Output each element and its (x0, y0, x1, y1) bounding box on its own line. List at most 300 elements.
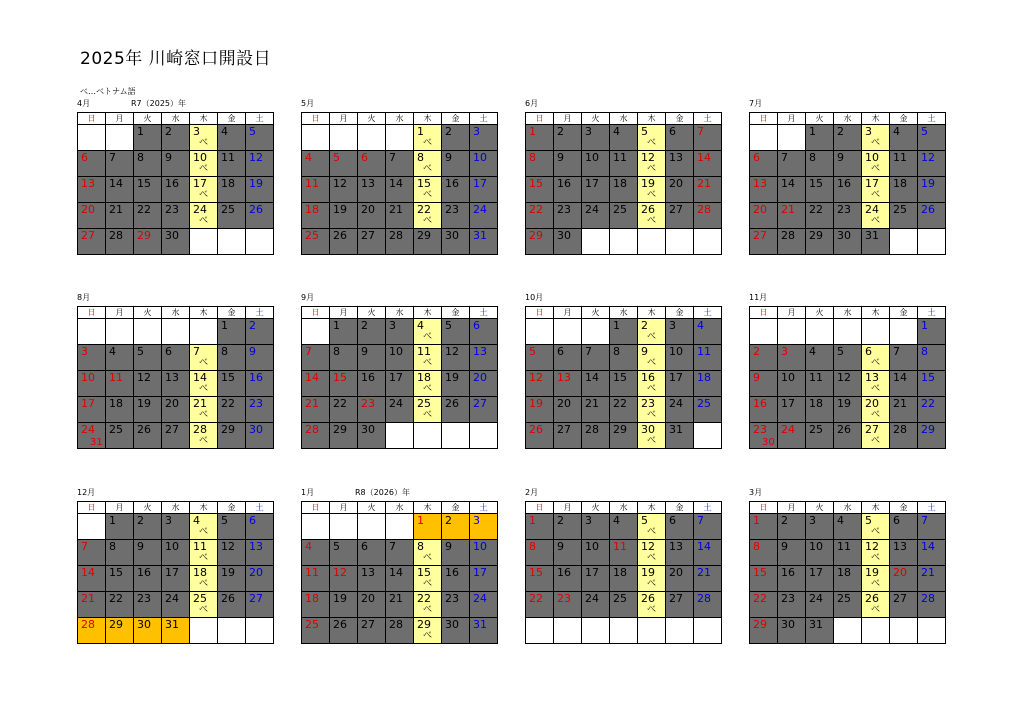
day-number: 11 (109, 371, 123, 384)
day-number: 21 (697, 177, 711, 190)
empty-cell (890, 229, 918, 255)
day-cell (302, 423, 330, 449)
day-cell (666, 592, 694, 618)
day-cell (134, 177, 162, 203)
day-cell (302, 618, 330, 644)
day-number: 26 (333, 229, 347, 242)
day-number: 7 (697, 514, 704, 527)
day-number: 17 (585, 177, 599, 190)
day-cell (302, 397, 330, 423)
empty-cell (610, 618, 638, 644)
day-number: 28 (697, 592, 711, 605)
day-number: 16 (641, 371, 655, 384)
vietnamese-mark: べ (646, 138, 656, 148)
day-number: 23 (445, 203, 459, 216)
day-cell (554, 514, 582, 540)
day-number: 6 (361, 540, 368, 553)
day-cell (778, 423, 806, 449)
empty-cell (246, 229, 274, 255)
weekday-header: 月 (778, 502, 806, 514)
day-number: 26 (221, 592, 235, 605)
day-number: 8 (333, 345, 340, 358)
day-cell (470, 592, 498, 618)
day-number: 18 (893, 177, 907, 190)
day-cell (526, 345, 554, 371)
day-number: 25 (613, 592, 627, 605)
day-number: 19 (641, 177, 655, 190)
day-number: 18 (613, 566, 627, 579)
day-cell (386, 151, 414, 177)
day-number: 1 (417, 514, 424, 527)
day-cell-holiday (106, 618, 134, 644)
weekday-header: 日 (750, 113, 778, 125)
weekday-header: 金 (442, 502, 470, 514)
day-number: 12 (837, 371, 851, 384)
empty-cell (442, 423, 470, 449)
year-label: R7（2025）年 (131, 99, 187, 108)
day-cell-open (190, 125, 218, 151)
day-cell (806, 345, 834, 371)
day-number: 10 (585, 151, 599, 164)
day-number: 1 (529, 125, 536, 138)
day-number: 11 (305, 566, 319, 579)
calendar-table (77, 112, 274, 255)
day-number: 11 (613, 540, 627, 553)
day-number: 2 (557, 514, 564, 527)
day-number: 16 (249, 371, 263, 384)
day-number: 1 (529, 514, 536, 527)
vietnamese-mark: べ (870, 216, 880, 226)
weekday-header: 水 (834, 307, 862, 319)
day-number: 9 (137, 540, 144, 553)
day-number: 26 (921, 203, 935, 216)
day-number: 13 (893, 540, 907, 553)
empty-cell (78, 125, 106, 151)
day-number: 29 (613, 423, 627, 436)
day-number: 11 (305, 177, 319, 190)
day-cell (918, 514, 946, 540)
day-number: 6 (361, 151, 368, 164)
day-cell (358, 151, 386, 177)
day-cell (302, 371, 330, 397)
day-number: 7 (585, 345, 592, 358)
day-number: 28 (389, 229, 403, 242)
day-number: 3 (669, 319, 676, 332)
weekday-header: 土 (246, 502, 274, 514)
day-number: 9 (445, 540, 452, 553)
day-cell (218, 125, 246, 151)
day-cell (330, 203, 358, 229)
day-number: 21 (193, 397, 207, 410)
day-cell (918, 125, 946, 151)
vietnamese-mark: べ (422, 553, 432, 563)
day-cell-open (638, 514, 666, 540)
day-number: 5 (445, 319, 452, 332)
day-number: 17 (669, 371, 683, 384)
empty-cell (610, 229, 638, 255)
weekday-header: 水 (162, 113, 190, 125)
empty-cell (218, 618, 246, 644)
day-cell-holiday (442, 514, 470, 540)
day-number: 17 (473, 177, 487, 190)
day-number: 8 (417, 540, 424, 553)
day-number: 14 (81, 566, 95, 579)
day-number: 2 (641, 319, 648, 332)
day-number: 13 (473, 345, 487, 358)
day-cell (162, 345, 190, 371)
empty-cell (666, 229, 694, 255)
day-number: 20 (669, 566, 683, 579)
day-cell (106, 371, 134, 397)
day-cell (694, 177, 722, 203)
day-number: 22 (109, 592, 123, 605)
calendar-table (525, 112, 722, 255)
day-number: 29 (529, 229, 543, 242)
month-label: 12月 (77, 488, 96, 497)
day-cell (246, 371, 274, 397)
day-number: 10 (81, 371, 95, 384)
day-cell (778, 592, 806, 618)
day-cell (834, 540, 862, 566)
day-cell (778, 151, 806, 177)
empty-cell (582, 229, 610, 255)
day-cell (386, 203, 414, 229)
day-number: 12 (865, 540, 879, 553)
empty-cell (526, 319, 554, 345)
day-cell (470, 566, 498, 592)
day-number: 14 (305, 371, 319, 384)
weekday-header: 日 (750, 502, 778, 514)
day-number: 9 (557, 151, 564, 164)
day-cell (218, 203, 246, 229)
day-number: 28 (109, 229, 123, 242)
weekday-header: 金 (890, 307, 918, 319)
day-cell-open (638, 177, 666, 203)
day-number: 20 (361, 592, 375, 605)
day-number: 1 (921, 319, 928, 332)
day-cell (806, 566, 834, 592)
month-label: 7月 (749, 99, 763, 108)
day-cell (694, 371, 722, 397)
empty-cell (918, 618, 946, 644)
day-cell (918, 592, 946, 618)
day-cell (358, 566, 386, 592)
day-cell (610, 319, 638, 345)
day-number: 14 (893, 371, 907, 384)
month-label: 1月 (301, 488, 315, 497)
day-cell (694, 540, 722, 566)
day-cell (162, 229, 190, 255)
day-number: 28 (697, 203, 711, 216)
day-number: 15 (613, 371, 627, 384)
day-number: 15 (137, 177, 151, 190)
empty-cell (358, 514, 386, 540)
day-number: 18 (193, 566, 207, 579)
day-number: 4 (809, 345, 816, 358)
day-number: 20 (669, 177, 683, 190)
day-cell (302, 345, 330, 371)
day-number: 13 (557, 371, 571, 384)
day-cell (582, 203, 610, 229)
day-number: 15 (221, 371, 235, 384)
day-number: 24 (809, 592, 823, 605)
day-cell (890, 151, 918, 177)
day-number: 21 (81, 592, 95, 605)
day-number: 18 (305, 592, 319, 605)
day-number: 10 (865, 151, 879, 164)
empty-cell (330, 125, 358, 151)
day-cell (442, 229, 470, 255)
day-number: 7 (697, 125, 704, 138)
day-number: 3 (389, 319, 396, 332)
day-number: 18 (221, 177, 235, 190)
day-cell (806, 125, 834, 151)
vietnamese-mark: べ (870, 164, 880, 174)
day-number: 21 (893, 397, 907, 410)
day-number: 19 (921, 177, 935, 190)
day-number: 30 (557, 229, 571, 242)
day-cell (694, 514, 722, 540)
day-cell (134, 592, 162, 618)
day-number: 2 (445, 514, 452, 527)
empty-cell (862, 319, 890, 345)
weekday-header: 日 (302, 307, 330, 319)
day-cell (442, 371, 470, 397)
day-number: 7 (109, 151, 116, 164)
day-number: 14 (697, 540, 711, 553)
day-cell (750, 514, 778, 540)
vietnamese-mark: べ (870, 579, 880, 589)
day-number: 28 (921, 592, 935, 605)
day-number: 15 (529, 566, 543, 579)
empty-cell (190, 319, 218, 345)
day-number: 27 (893, 592, 907, 605)
weekday-header: 月 (106, 113, 134, 125)
day-number: 28 (585, 423, 599, 436)
day-cell (470, 345, 498, 371)
day-cell (442, 566, 470, 592)
day-number: 17 (81, 397, 95, 410)
day-number: 30 (137, 618, 151, 631)
day-number: 12 (333, 566, 347, 579)
weekday-header: 土 (694, 113, 722, 125)
day-cell (134, 229, 162, 255)
day-number: 7 (389, 540, 396, 553)
empty-cell (638, 229, 666, 255)
day-number: 17 (389, 371, 403, 384)
day-cell (442, 125, 470, 151)
day-cell (218, 151, 246, 177)
calendar-table (77, 306, 274, 449)
month-calendar (77, 487, 275, 644)
day-cell (834, 229, 862, 255)
day-number: 11 (837, 540, 851, 553)
day-number: 29 (921, 423, 935, 436)
day-number: 6 (669, 514, 676, 527)
day-cell (526, 229, 554, 255)
day-number: 5 (641, 514, 648, 527)
weekday-header: 土 (918, 307, 946, 319)
day-cell (582, 151, 610, 177)
day-number: 14 (389, 566, 403, 579)
day-number: 23 (557, 203, 571, 216)
day-number: 18 (613, 177, 627, 190)
day-number: 8 (137, 151, 144, 164)
day-cell (666, 540, 694, 566)
day-cell (610, 540, 638, 566)
day-number: 20 (893, 566, 907, 579)
weekday-header: 火 (806, 502, 834, 514)
day-cell (386, 177, 414, 203)
vietnamese-mark: べ (646, 436, 656, 446)
weekday-header: 火 (806, 307, 834, 319)
day-number: 20 (557, 397, 571, 410)
weekday-header: 水 (162, 307, 190, 319)
day-cell (386, 566, 414, 592)
day-cell (330, 618, 358, 644)
day-cell (442, 345, 470, 371)
day-cell (330, 423, 358, 449)
month-label: 10月 (525, 293, 544, 302)
vietnamese-mark: べ (646, 190, 656, 200)
vietnamese-mark: べ (646, 553, 656, 563)
day-cell (442, 203, 470, 229)
day-number: 26 (137, 423, 151, 436)
vietnamese-mark: べ (422, 190, 432, 200)
month-calendar (525, 292, 723, 449)
day-number: 19 (445, 371, 459, 384)
day-number: 5 (333, 151, 340, 164)
day-cell (358, 229, 386, 255)
month-calendar (749, 292, 947, 449)
day-cell-open (638, 566, 666, 592)
day-number: 15 (809, 177, 823, 190)
day-cell-open (862, 514, 890, 540)
day-cell (526, 540, 554, 566)
day-number: 18 (109, 397, 123, 410)
day-number: 10 (473, 540, 487, 553)
vietnamese-mark: べ (422, 358, 432, 368)
day-number: 5 (865, 514, 872, 527)
day-number: 27 (81, 229, 95, 242)
vietnamese-mark: べ (646, 164, 656, 174)
day-cell (218, 566, 246, 592)
day-cell (778, 371, 806, 397)
day-number: 9 (445, 151, 452, 164)
day-number: 16 (781, 566, 795, 579)
day-number: 13 (669, 540, 683, 553)
day-number: 27 (865, 423, 879, 436)
empty-cell (834, 319, 862, 345)
weekday-header: 日 (302, 113, 330, 125)
month-label: 5月 (301, 99, 315, 108)
weekday-header: 火 (806, 113, 834, 125)
day-number: 12 (221, 540, 235, 553)
day-cell (918, 345, 946, 371)
day-cell (554, 345, 582, 371)
weekday-header: 月 (554, 502, 582, 514)
day-number: 10 (389, 345, 403, 358)
day-number: 6 (557, 345, 564, 358)
day-cell (778, 540, 806, 566)
day-cell-open (414, 177, 442, 203)
empty-cell (134, 319, 162, 345)
day-number: 3 (165, 514, 172, 527)
day-cell (78, 371, 106, 397)
day-cell-open (414, 125, 442, 151)
day-number: 26 (837, 423, 851, 436)
day-cell (134, 540, 162, 566)
day-cell (246, 345, 274, 371)
empty-cell (750, 125, 778, 151)
day-cell (750, 423, 778, 449)
weekday-header: 土 (470, 307, 498, 319)
empty-cell (106, 125, 134, 151)
day-cell (610, 203, 638, 229)
day-number: 14 (389, 177, 403, 190)
day-number: 29 (333, 423, 347, 436)
weekday-header: 水 (610, 113, 638, 125)
day-cell (582, 592, 610, 618)
day-cell (470, 203, 498, 229)
vietnamese-mark: べ (198, 579, 208, 589)
day-number: 31 (473, 229, 487, 242)
day-cell (806, 177, 834, 203)
day-cell (806, 397, 834, 423)
calendar-table (525, 306, 722, 449)
day-number: 8 (417, 151, 424, 164)
day-cell-open (414, 566, 442, 592)
day-number: 25 (613, 203, 627, 216)
day-number: 21 (921, 566, 935, 579)
day-cell (106, 203, 134, 229)
day-cell (582, 345, 610, 371)
day-number: 22 (221, 397, 235, 410)
day-number: 22 (529, 592, 543, 605)
day-number: 12 (249, 151, 263, 164)
vietnamese-mark: べ (422, 410, 432, 420)
day-number: 6 (669, 125, 676, 138)
day-cell (610, 125, 638, 151)
day-number: 8 (613, 345, 620, 358)
day-cell (78, 177, 106, 203)
weekday-header: 金 (218, 502, 246, 514)
day-cell (806, 151, 834, 177)
day-number: 1 (221, 319, 228, 332)
day-cell (218, 514, 246, 540)
day-cell (890, 371, 918, 397)
day-cell-open (190, 423, 218, 449)
day-cell-open (414, 618, 442, 644)
day-cell-open (414, 592, 442, 618)
day-cell (610, 566, 638, 592)
day-cell-open (862, 151, 890, 177)
day-number: 18 (809, 397, 823, 410)
day-cell (554, 229, 582, 255)
page-title: 2025年 川崎窓口開設日 (80, 49, 272, 69)
day-cell (834, 423, 862, 449)
month-header (525, 292, 723, 306)
month-label: 8月 (77, 293, 91, 302)
day-cell (834, 151, 862, 177)
day-cell (526, 203, 554, 229)
day-cell (666, 151, 694, 177)
empty-cell (246, 618, 274, 644)
vietnamese-mark: べ (646, 410, 656, 420)
day-cell-open (190, 345, 218, 371)
day-number: 25 (109, 423, 123, 436)
day-cell (162, 397, 190, 423)
